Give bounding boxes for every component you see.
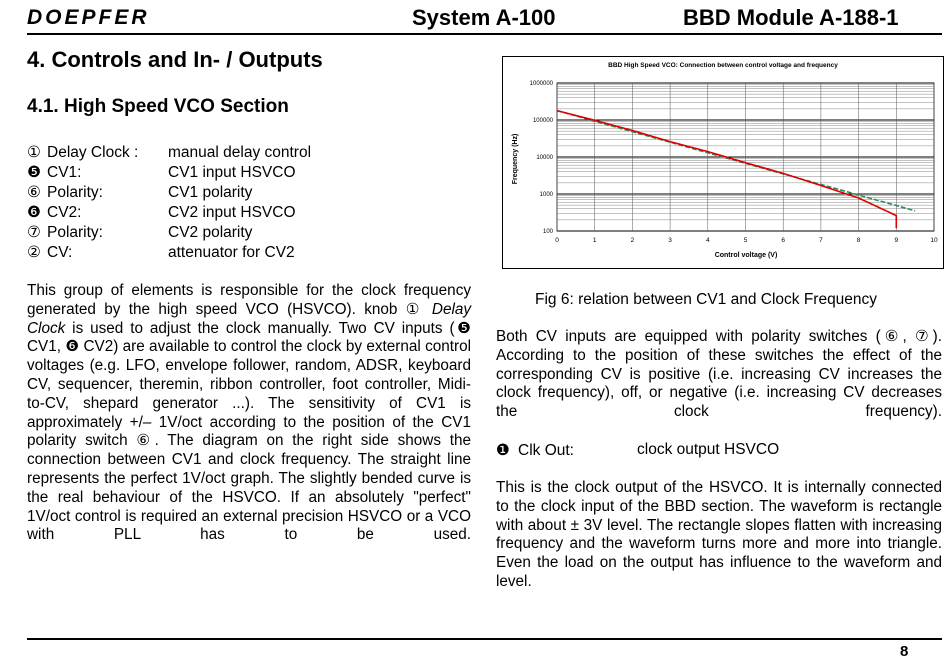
system-title: System A-100 xyxy=(412,5,556,30)
subsection-title: 4.1. High Speed VCO Section xyxy=(27,96,289,117)
control-number: ❺ xyxy=(27,164,41,181)
y-tick-label: 1000 xyxy=(539,192,553,198)
doepfer-logo: DOEPFER xyxy=(27,6,150,29)
control-name: CV2: xyxy=(47,204,82,221)
control-name: CV1: xyxy=(47,164,82,181)
control-desc: CV1 polarity xyxy=(168,184,253,201)
x-tick-label: 1 xyxy=(592,237,597,244)
chart-svg xyxy=(503,57,943,268)
y-tick-label: 10000 xyxy=(536,155,553,161)
frequency-chart xyxy=(502,56,944,269)
y-tick-label: 1000000 xyxy=(529,81,553,87)
x-axis-label: Control voltage (V) xyxy=(714,252,778,259)
x-tick-label: 4 xyxy=(705,237,710,244)
control-number: ❻ xyxy=(27,204,41,221)
x-tick-label: 8 xyxy=(856,237,861,244)
y-tick-label: 100000 xyxy=(532,118,553,124)
control-desc: attenuator for CV2 xyxy=(168,244,295,261)
polarity-paragraph: Both CV inputs are equipped with polarity switches (⑥, ⑦). According to the position of these switches the effect of the corresponding CV is positive (i.e. increasing CV increases the clock frequency), off, or negative (i.e. increasing CV decreases the clock frequency). xyxy=(496,328,942,421)
control-desc: CV2 polarity xyxy=(168,224,253,241)
page-number: 8 xyxy=(900,643,909,660)
x-tick-label: 10 xyxy=(930,237,938,244)
clock-out-desc: clock output HSVCO xyxy=(637,441,780,458)
control-name: Delay Clock : xyxy=(47,144,139,161)
paragraph-text: is used to adjust the clock manually. Two CV inputs (❺ CV1, ❻ CV2) are available to control the clock by external control voltages (e.g. LFO, envelope follower, random, ADSR, keyboard CV, sequencer, theremin, ribbon controller, foot controller, Midi-to-CV, shepard generator ...). The sensitivity of CV1 is approximately +/– 1V/oct according to the position of the CV1 polarity switch ⑥. The diagram on the right side shows the connection between CV1 and clock frequency. The straight line represents the perfect 1V/oct graph. The slightly bended curve is the real behaviour of the HSVCO. If an absolutely "perfect" 1V/oct control is required an external precision HSVCO or a VCO with PLL has to be used. xyxy=(27,319,471,544)
control-row xyxy=(27,143,312,163)
x-tick-label: 2 xyxy=(630,237,635,244)
clock-out-number: ❶ xyxy=(496,442,510,459)
header-rule xyxy=(27,33,942,35)
control-row xyxy=(27,183,253,203)
y-tick-label: 100 xyxy=(542,229,553,235)
x-tick-label: 0 xyxy=(555,237,559,244)
control-name: CV: xyxy=(47,244,73,261)
control-number: ⑥ xyxy=(27,184,41,201)
footer-rule xyxy=(27,638,942,640)
control-desc: manual delay control xyxy=(168,144,312,161)
control-number: ② xyxy=(27,244,41,261)
control-number: ⑦ xyxy=(27,224,41,241)
clock-out-row xyxy=(496,441,780,460)
control-row xyxy=(27,243,295,263)
control-row xyxy=(27,163,296,183)
control-row xyxy=(27,223,253,243)
x-tick-label: 7 xyxy=(819,237,823,244)
control-name: Polarity: xyxy=(47,224,103,241)
x-tick-label: 9 xyxy=(894,237,899,244)
clock-out-name: Clk Out: xyxy=(518,442,574,459)
x-tick-label: 6 xyxy=(781,237,786,244)
chart-title: BBD High Speed VCO: Connection between control voltage and frequency xyxy=(608,62,838,69)
control-name: Polarity: xyxy=(47,184,103,201)
control-number: ① xyxy=(27,144,41,161)
chart-grid xyxy=(557,83,934,231)
figure-caption: Fig 6: relation between CV1 and Clock Frequency xyxy=(535,291,878,308)
clock-output-paragraph: This is the clock output of the HSVCO. It is internally connected to the clock input of the BBD section. The waveform is rectangle with about ± 3V level. The rectangle slopes flatten with increasing frequency and the waveform turns more and more into triangle. Even the load on the output has influence to the waveform and level. xyxy=(496,479,942,590)
section-title: 4. Controls and In- / Outputs xyxy=(27,47,323,72)
control-row xyxy=(27,203,296,223)
description-paragraph xyxy=(27,282,471,545)
delay-clock-term: Delay Clock xyxy=(27,300,471,337)
x-tick-label: 3 xyxy=(668,237,672,244)
paragraph-text: This group of elements is responsible for the clock frequency generated by the high speed VCO (HSVCO). knob ① xyxy=(27,282,471,318)
y-axis-label: Frequency (Hz) xyxy=(512,133,519,185)
control-desc: CV1 input HSVCO xyxy=(168,164,296,181)
x-tick-label: 5 xyxy=(743,237,748,244)
module-title: BBD Module A-188-1 xyxy=(683,5,899,30)
control-desc: CV2 input HSVCO xyxy=(168,204,296,221)
